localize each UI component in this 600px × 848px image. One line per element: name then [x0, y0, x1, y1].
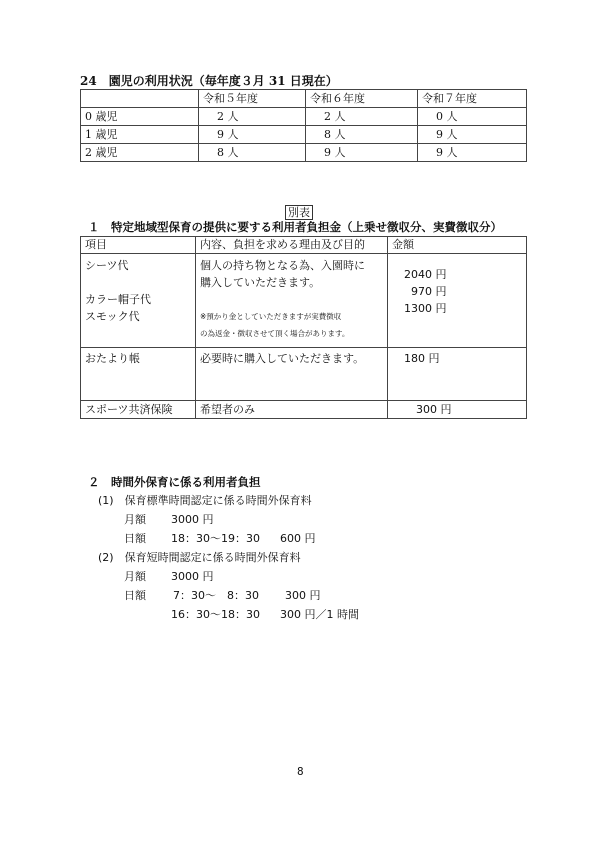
- item-hat: カラー帽子代: [85, 293, 151, 306]
- amount-value: 2040 円: [404, 268, 447, 281]
- section24-title: 24 園児の利用状況（毎年度３月 31 日現在）: [80, 74, 338, 88]
- section2-title: ２ 時間外保育に係る利用者負担: [88, 475, 261, 489]
- enrollment-table: [80, 89, 527, 162]
- row-label: 1 歳児: [81, 126, 199, 144]
- item-sheets: シーツ代: [85, 259, 129, 272]
- table-header-cell: [81, 90, 199, 108]
- table-header-row: [81, 90, 527, 108]
- row-label: 0 歳児: [81, 108, 199, 126]
- table-cell: 9 人: [418, 126, 527, 144]
- amount-value: 970 円: [411, 285, 447, 298]
- item-cell: スポーツ共済保険: [81, 401, 196, 419]
- sub2-monthly-label: 月額: [124, 570, 146, 583]
- amount-cell: 300 円: [388, 401, 527, 419]
- table-row: [81, 401, 527, 419]
- table-header-cell: 項目: [81, 237, 196, 254]
- amount-value: 1300 円: [404, 302, 447, 315]
- table-cell: 2 人: [306, 108, 418, 126]
- table-row: [81, 254, 527, 348]
- table-cell: 8 人: [306, 126, 418, 144]
- sub2-daily-time2: 16：30～18：30: [171, 608, 260, 621]
- reason-cell: [196, 254, 388, 348]
- sub1-daily-value: 600 円: [280, 532, 316, 545]
- reason-text: 購入していただきます。: [200, 276, 321, 289]
- amount-cell: 180 円: [388, 348, 527, 401]
- table-header-cell: 令和５年度: [199, 90, 306, 108]
- table-row: [81, 126, 527, 144]
- sub1-daily-time: 18：30～19：30: [171, 532, 260, 545]
- note-text: の為返金・徴収させて頂く場合があります。: [200, 329, 350, 338]
- reason-text: 個人の持ち物となる為、入園時に: [200, 259, 365, 272]
- table-cell: 9 人: [306, 144, 418, 162]
- table-row: [81, 144, 527, 162]
- table-cell: 0 人: [418, 108, 527, 126]
- section1-title: １ 特定地域型保育の提供に要する利用者負担金（上乗せ徴収分、実費徴収分）: [88, 220, 502, 234]
- table-header-cell: 内容、負担を求める理由及び目的: [196, 237, 388, 254]
- item-cell: おたより帳: [81, 348, 196, 401]
- table-cell: 2 人: [199, 108, 306, 126]
- table-header-row: [81, 237, 527, 254]
- table-header-cell: 令和６年度: [306, 90, 418, 108]
- sub1-monthly-value: 3000 円: [171, 513, 214, 526]
- sub2-daily-value1: 300 円: [285, 589, 321, 602]
- reason-cell: 希望者のみ: [196, 401, 388, 419]
- sub1-title: (1) 保育標準時間認定に係る時間外保育料: [98, 494, 312, 507]
- note-text: ※預かり金としていただきますが実費徴収: [200, 312, 342, 321]
- sub1-daily-label: 日額: [124, 532, 146, 545]
- sub1-monthly-label: 月額: [124, 513, 146, 526]
- sub2-daily-time1: 7：30～ 8：30: [173, 589, 259, 602]
- reason-cell: 必要時に購入していただきます。: [196, 348, 388, 401]
- row-label: 2 歳児: [81, 144, 199, 162]
- sub2-daily-value2: 300 円／1 時間: [280, 608, 359, 621]
- table-header-cell: 令和７年度: [418, 90, 527, 108]
- amount-cell: [388, 254, 527, 348]
- item-smock: スモック代: [85, 310, 140, 323]
- table-cell: 9 人: [199, 126, 306, 144]
- fee-table: [80, 236, 527, 419]
- sub2-daily-label: 日額: [124, 589, 146, 602]
- sub2-title: (2) 保育短時間認定に係る時間外保育料: [98, 551, 301, 564]
- sub2-monthly-value: 3000 円: [171, 570, 214, 583]
- table-row: [81, 348, 527, 401]
- table-row: [81, 108, 527, 126]
- table-cell: 9 人: [418, 144, 527, 162]
- appendix-label: 別表: [285, 201, 313, 220]
- table-header-cell: 金額: [388, 237, 527, 254]
- page-number: 8: [297, 765, 304, 778]
- items-cell: [81, 254, 196, 348]
- table-cell: 8 人: [199, 144, 306, 162]
